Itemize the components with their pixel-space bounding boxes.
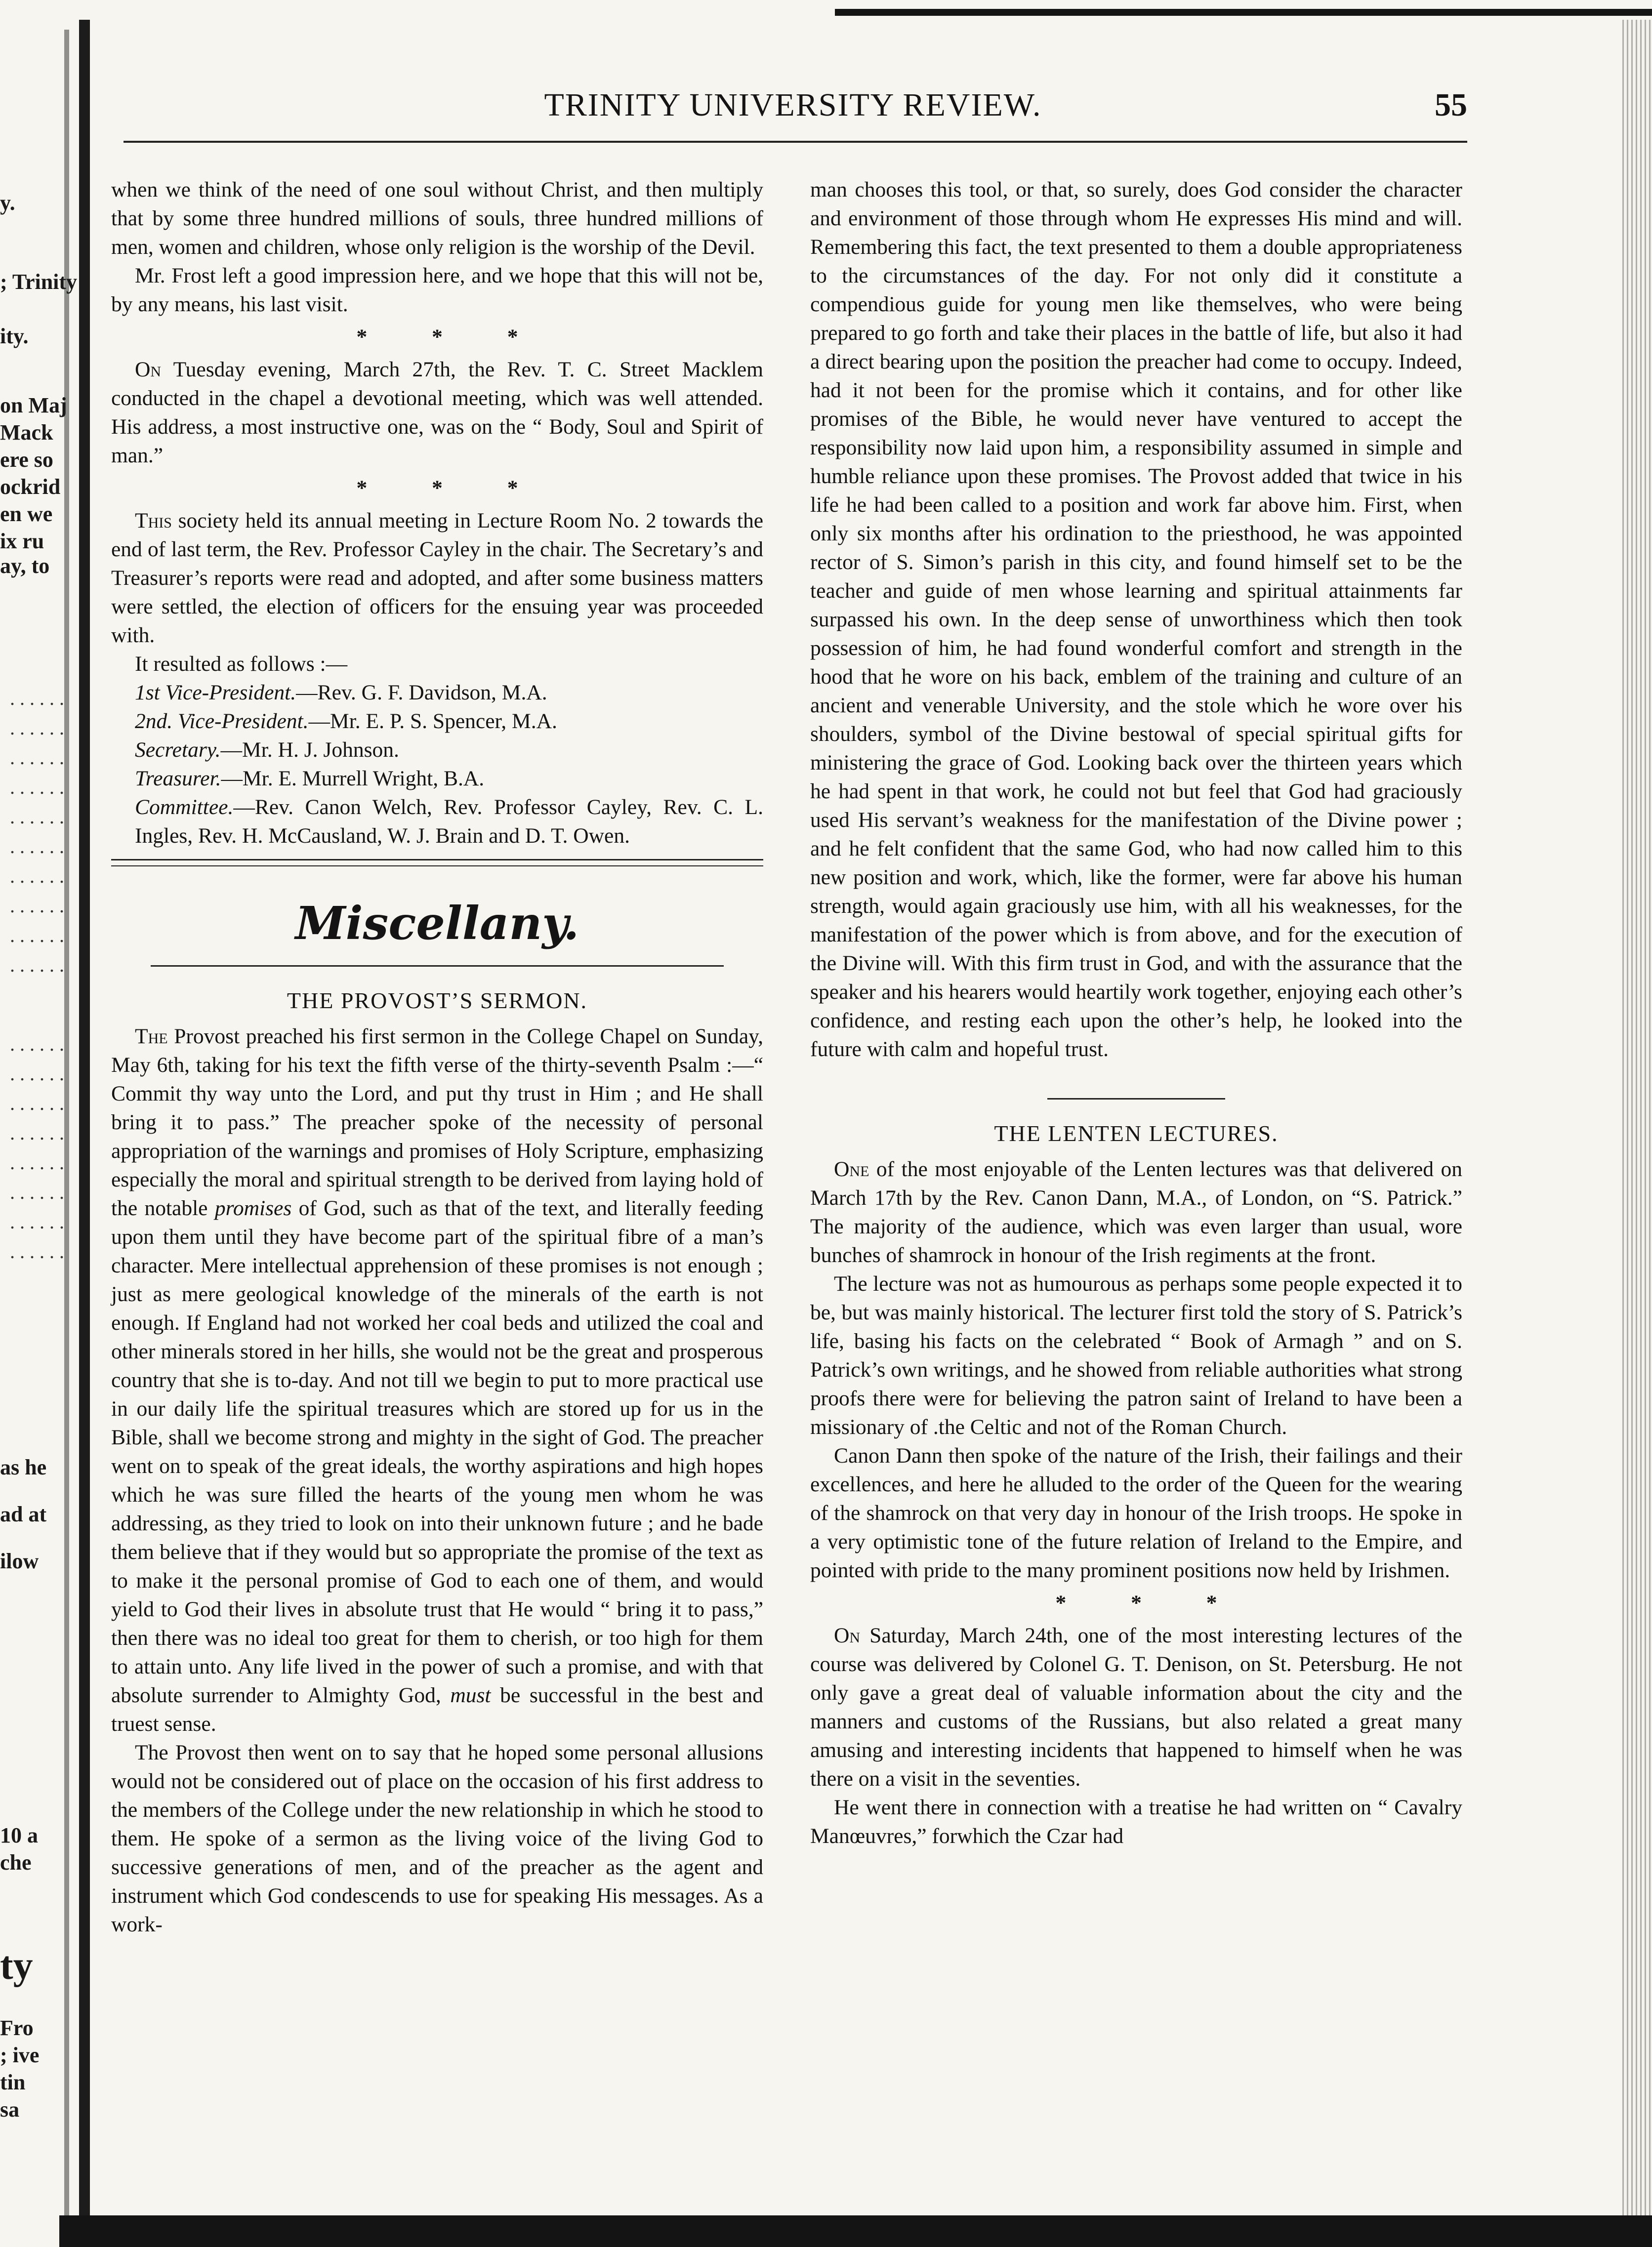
lead-word: On: [834, 1624, 861, 1647]
section-rule: [111, 859, 763, 866]
dot-leader: ......: [10, 687, 69, 709]
bleed-fragment: 10 a: [0, 1823, 38, 1847]
bleed-fragment: ad at: [0, 1502, 47, 1526]
lead-word: This: [135, 509, 172, 532]
bleed-fragment: Mack: [0, 420, 53, 445]
dot-leader: ......: [10, 1122, 69, 1144]
dot-leader: ......: [10, 746, 69, 769]
bleed-fragment: ix ru: [0, 529, 44, 553]
dot-leader: ......: [10, 1092, 69, 1114]
paragraph: Mr. Frost left a good impression here, and we hope that this will not be, by any means, his last visit.: [111, 264, 763, 316]
bleed-fragment: ity.: [0, 324, 29, 348]
paragraph: when we think of the need of one soul without Christ, and then multiply that by some three hundred millions of souls, three hundred millions of men, women and children, whose only religion is the worship of the Devil.: [111, 178, 763, 259]
lead-word: One: [834, 1157, 869, 1181]
paragraph: [111, 355, 763, 470]
paragraph-text: society held its annual meeting in Lecture Room No. 2 towards the end of last term, the Rev. Professor Cayley in the chair. The Secretary’s and Treasurer’s reports were read and adopted, and after some business matters were settled, the election of officers for the ensuing year was proceeded with.: [111, 509, 763, 647]
dot-leader: ......: [10, 806, 69, 828]
paragraph-text: of God, such as that of the text, and literally feeding upon them until they have become part of the spiritual fibre of a man’s character. Mere intellectual apprehension of these promises is not enough ; just as mere geological knowledge of the minerals of the earth is not enough. If England had not worked her coal beds and utilized the coal and other minerals stored in her hills, she would not be the great and prosperous country that she is to-day. And not till we begin to put to more practical use in our daily life the spiritual treasures which are stored up for us in the Bible, shall we become strong and mighty in the sight of God. The preacher went on to speak of the great ideals, the worthy aspirations and high hopes which he was sure filled the hearts of the young men whom he was addressing, as they tried to look on into their unknown future ; and he bade them believe that if they would but so appropriate the promise of the text as to make it the personal promise of God to each one of them, and would yield to God their lives in absolute trust that He would “ bring it to pass,” then there was no ideal too great for them to cherish, or too high for them to attain unto. Any life lived in the power of such a promise, and with that absolute surrender to Almighty God,: [111, 1196, 763, 1707]
bottom-page-edge: [59, 2215, 1652, 2247]
bleed-fragment: ockrid: [0, 475, 61, 499]
officer-entry: [111, 707, 763, 735]
officer-role: Treasurer.: [135, 767, 221, 790]
paragraph: He went there in connection with a treatise he had written on “ Cavalry Manœuvres,” forwhich the Czar had: [810, 1796, 1462, 1848]
paragraph: [810, 1155, 1462, 1269]
bleed-fragment: che: [0, 1850, 32, 1875]
bleed-fragment: sa: [0, 2097, 20, 2122]
paragraph-text: Saturday, March 24th, one of the most interesting lectures of the course was delivered by Colonel G. T. Denison, on St. Petersburg. He not only gave a great deal of valuable information about the city and the manners and customs of the Russians, but also related a great many amusing and interesting incidents that happened to himself when he was there on a visit in the seventies.: [810, 1624, 1462, 1791]
officer-role: 1st Vice-President.: [135, 681, 296, 704]
top-edge-rule: [835, 9, 1652, 16]
officer-name: —Rev. G. F. Davidson, M.A.: [296, 681, 547, 704]
officer-entry: [111, 735, 763, 764]
bleed-fragment: en we: [0, 502, 53, 526]
bleed-fragment: Fro: [0, 2016, 34, 2040]
dot-leader: ......: [10, 1033, 69, 1055]
bleed-fragment: ty: [0, 1944, 33, 1988]
bleed-fragment: on Maj: [0, 393, 67, 417]
paragraph-text: Tuesday evening, March 27th, the Rev. T. C. Street Macklem conducted in the chapel a devotional meeting, which was well attended. His address, a most instructive one, was on the “ Body, Soul and Spirit of man.”: [111, 358, 763, 467]
right-column: [810, 175, 1462, 1850]
bleed-fragment: y.: [0, 191, 15, 215]
section-break-stars: * * *: [356, 476, 548, 500]
dot-leader: ......: [10, 835, 69, 858]
dot-leader: ......: [10, 865, 69, 887]
dot-leader: ......: [10, 1211, 69, 1233]
article-title: THE LENTEN LECTURES.: [994, 1121, 1279, 1146]
dot-leader: ......: [10, 954, 69, 976]
bleed-fragment: ilow: [0, 1549, 39, 1573]
bleed-fragment: ; ive: [0, 2043, 40, 2067]
paragraph: [810, 1621, 1462, 1793]
lead-word: The: [135, 1024, 168, 1048]
paragraph: [111, 1022, 763, 1738]
paragraph-text: Provost preached his first sermon in the College Chapel on Sunday, May 6th, taking for his text the fifth verse of the thirty-seventh Psalm :—“ Commit thy way unto the Lord, and put thy trust in Him ; and He shall bring it to pass.” The preacher spoke of the necessity of personal appropriation of the warnings and promises of Holy Scripture, emphasizing especially the moral and spiritual strength to be derived from laying hold of the notable: [111, 1024, 763, 1220]
section-break-stars: * * *: [356, 325, 548, 349]
paragraph: The Provost then went on to say that he hoped some personal allusions would not be considered out of place on the occasion of his first address to the members of the College under the new relationship in which he stood to them. He spoke of a sermon as the living voice of the living God to successive generations of men, and of the preacher as the agent and instrument which God condescends to use for speaking His messages. As a work-: [111, 1741, 763, 1936]
bleed-fragment: ere so: [0, 448, 53, 472]
dot-leader: ......: [10, 776, 69, 798]
section-break-stars: * * *: [1055, 1591, 1247, 1615]
article-divider: [1047, 1098, 1225, 1100]
dot-leader: ......: [10, 1240, 69, 1263]
page-number: 55: [1435, 87, 1467, 123]
bleed-fragment: ay, to: [0, 554, 50, 578]
emphasis: promises: [214, 1196, 292, 1220]
officer-role: Secretary.: [135, 738, 221, 762]
paragraph: It resulted as follows :—: [135, 652, 348, 676]
officer-entry: [111, 764, 763, 793]
section-title: Miscellany.: [295, 897, 579, 950]
emphasis: must: [450, 1683, 491, 1707]
binding-edge: [79, 20, 90, 2238]
head-rule: [124, 141, 1467, 143]
journal-title: TRINITY UNIVERSITY REVIEW.: [544, 87, 1042, 123]
dot-leader: ......: [10, 717, 69, 739]
left-column: [111, 175, 763, 1939]
running-head: [119, 86, 1467, 131]
officers-list: [111, 678, 763, 850]
officer-name: —Mr. E. P. S. Spencer, M.A.: [308, 709, 557, 733]
officer-role: Committee.: [135, 795, 234, 819]
officer-entry: [111, 678, 763, 707]
dot-leader: ......: [10, 1062, 69, 1085]
paragraph-text: be successful in the best and truest sense.: [111, 1683, 763, 1736]
bleed-fragment: ; Trinity: [0, 270, 78, 294]
dot-leader: ......: [10, 924, 69, 946]
section-underline: [151, 965, 724, 967]
paragraph-text: of the most enjoyable of the Lenten lectures was that delivered on March 17th by the Rev. Canon Dann, M.A., of London, on “S. Patrick.” The majority of the audience, which was even larger than usual, wore bunches of shamrock in honour of the Irish regiments at the front.: [810, 1157, 1462, 1267]
paragraph: [111, 506, 763, 650]
dot-leader: ......: [10, 1151, 69, 1174]
dot-leader: ......: [10, 1181, 69, 1203]
paragraph: Canon Dann then spoke of the nature of the Irish, their failings and their excellences, and here he alluded to the order of the Queen for the wearing of the shamrock on that very day in honour of the Irish troops. He spoke in a very optimistic tone of the future relation of Ireland to the Empire, and pointed with pride to the many prominent positions now held by Irishmen.: [810, 1444, 1462, 1582]
right-page-edge: [1622, 20, 1652, 2223]
bleed-fragment: as he: [0, 1455, 47, 1479]
officer-entry: [111, 793, 763, 850]
paragraph: man chooses this tool, or that, so surely, does God consider the character and environment of those through whom He expresses His mind and will. Remembering this fact, the text presented to them a double appropriateness to the circumstances of the day. For not only did it constitute a compendious guide for young men like themselves, who were being prepared to go forth and take their places in the battle of life, but also it had a direct bearing upon the position the preacher had come to occupy. Indeed, had it not been for the promise which it contains, and for other like promises of the Bible, he would never have ventured to accept the responsibility now laid upon him, a responsibility assumed in simple and humble reliance upon these promises. The Provost added that twice in his life he had been called to a position and work far above him. First, when only six months after his ordination to the priesthood, he was appointed rector of S. Simon’s parish in this city, and found himself set to be the teacher and guide of men whose learning and spiritual attainments far surpassed his own. In the deep sense of unworthiness which then took possession of him, he had found wonderful comfort and strength in the hood that he wore on his back, emblem of the training and culture of an ancient and venerable University, and the stole which he wore over his shoulders, symbol of the Divine bestowal of special spiritual gifts for ministering the grace of God. Looking back over the thirteen years which he had spent in that work, he could not but feel that God had graciously used His servant’s weakness for the manifestation of the Divine power ; and he felt confident that the same God, who had now called him to this new position and work, which, like the former, were far above his human strength, would again graciously use him, with all his weaknesses, for the manifestation of the power which is from above, and for the execution of the Divine will. With this firm trust in God, and with the assurance that the speaker and his hearers would heartily work together, enjoying each other’s confidence, and resting each upon the other’s help, he looked into the future with calm and hopeful trust.: [810, 178, 1462, 1061]
bleed-fragment: tin: [0, 2070, 26, 2094]
officer-name: —Mr. E. Murrell Wright, B.A.: [221, 767, 485, 790]
lead-word: On: [135, 358, 162, 381]
article-title: THE PROVOST’S SERMON.: [287, 988, 588, 1013]
dot-leader: ......: [10, 895, 69, 917]
officer-role: 2nd. Vice-President.: [135, 709, 309, 733]
officer-name: —Rev. Canon Welch, Rev. Professor Cayley, Rev. C. L. Ingles, Rev. H. McCausland, W. J. Brain and D. T. Owen.: [135, 795, 763, 848]
officer-name: —Mr. H. J. Johnson.: [220, 738, 399, 762]
paragraph: The lecture was not as humourous as perhaps some people expected it to be, but was mainly historical. The lecturer first told the story of S. Patrick’s life, basing his facts on the celebrated “ Book of Armagh ” and on S. Patrick’s own writings, and he showed from reliable authorities what strong proofs there were for believing the patron saint of Ireland to have been a missionary of .the Celtic and not of the Roman Church.: [810, 1272, 1462, 1439]
